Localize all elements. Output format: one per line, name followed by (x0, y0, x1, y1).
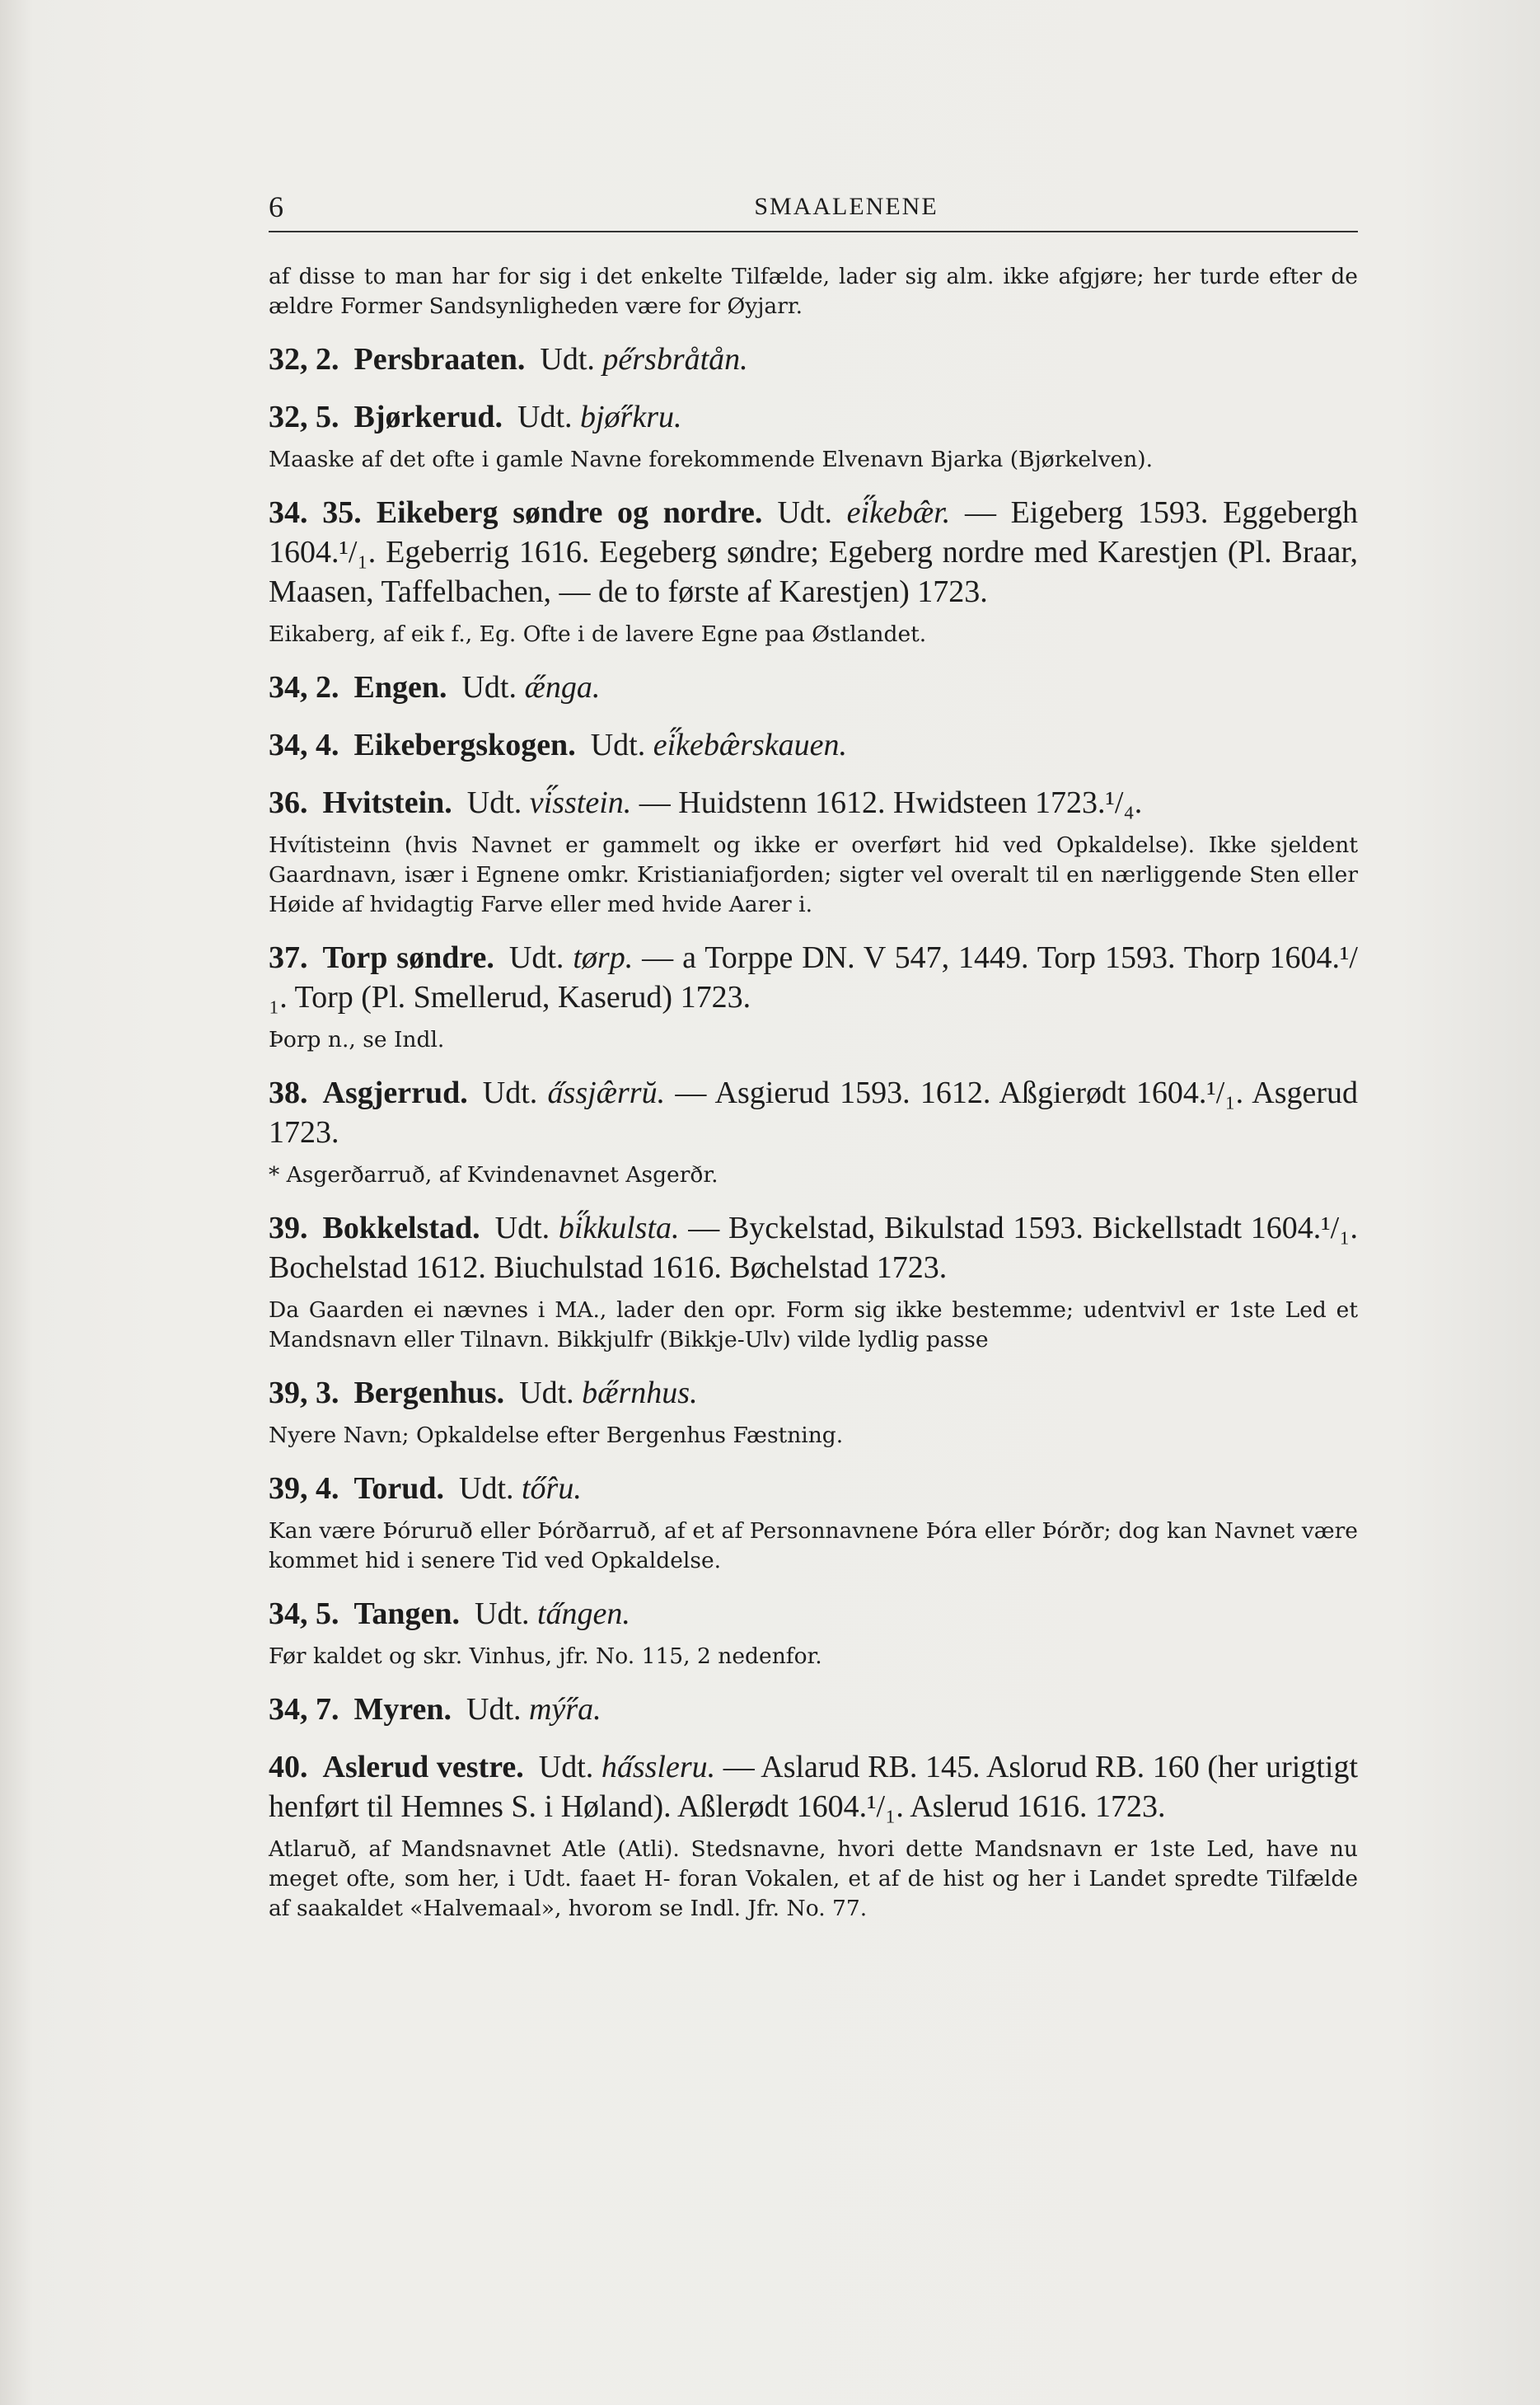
place-entry (269, 783, 1358, 920)
entry-number: 39, 4. (269, 1471, 339, 1506)
entry-heading (269, 1208, 1358, 1287)
entry-number: 37. (269, 940, 308, 975)
entry-name: Bjørkerud. (353, 400, 503, 434)
entry-number: 39, 3. (269, 1376, 339, 1410)
udt-label: Udt. (466, 785, 522, 820)
entry-number: 36. (269, 785, 308, 820)
entry-pronunciation: ta̋ngen. (537, 1596, 630, 1631)
entry-name: Torud. (353, 1471, 444, 1506)
entry-heading (269, 1690, 1358, 1729)
udt-label: Udt. (508, 940, 564, 975)
udt-label: Udt. (461, 670, 517, 705)
intro-paragraph: af disse to man har for sig i det enkelte Tilfælde, lader sig alm. ikke afgjøre; her turde efter de ældre Former Sandsynligheden være for Øyjarr. (269, 264, 1358, 319)
entry-name: Hvitstein. (322, 785, 452, 820)
udt-label: Udt. (590, 728, 646, 762)
entry-pronunciation: vi̋sstein. (529, 785, 632, 820)
entry-pronunciation: tørp. (573, 940, 634, 975)
udt-label: Udt. (466, 1692, 522, 1727)
place-entry (269, 668, 1358, 707)
place-entry (269, 340, 1358, 379)
entry-number: 34, 5. (269, 1596, 339, 1631)
entry-name: Engen. (353, 670, 447, 705)
entry-note: Da Gaarden ei nævnes i MA., lader den opr. Form sig ikke bestemme; udentvivl er 1ste Led et Mandsnavn eller Tilnavn. Bikkjulfr (Bikkje-Ulv) vilde lydlig passe (269, 1297, 1358, 1353)
entry-number: 32, 2. (269, 342, 339, 377)
entry-note: Nyere Navn; Opkaldelse efter Bergenhus Fæstning. (269, 1423, 844, 1448)
entry-number: 34, 2. (269, 670, 339, 705)
entry-number: 40. (269, 1750, 308, 1784)
place-entry (269, 1073, 1358, 1190)
entry-note: Hvítisteinn (hvis Navnet er gammelt og ikke er overført hid ved Opkaldelse). Ikke sjeldent Gaardnavn, især i Egnene omkr. Kristianiafjorden; sigter vel overalt til en nærliggende Sten eller Høide af hvidagtig Farve eller med hvide Aarer i. (269, 832, 1358, 917)
udt-label: Udt. (494, 1211, 550, 1245)
page-number: 6 (269, 190, 283, 223)
entry-name: Torp søndre. (322, 940, 494, 975)
entry-pronunciation: tő̂ru. (522, 1471, 582, 1506)
entry-pronunciation: ei̋kebæ̂r. (846, 495, 951, 530)
entry-name: Myren. (353, 1692, 452, 1727)
entry-historical-forms: — Byckelstad, Bikulstad 1593. Bickellstadt 1604.¹/₁. Bochelstad 1612. Biuchulstad 1616. Bøchelstad 1723. (269, 1211, 1358, 1285)
entry-heading (269, 668, 1358, 707)
entry-name: Bokkelstad. (322, 1211, 480, 1245)
running-head (269, 190, 1358, 232)
entry-pronunciation: a̋ssjæ̂rrŭ. (547, 1076, 666, 1110)
place-entry (269, 397, 1358, 475)
entry-name: Bergenhus. (353, 1376, 505, 1410)
udt-label: Udt. (540, 342, 595, 377)
entry-pronunciation: ha̋ssleru. (601, 1750, 716, 1784)
entry-heading (269, 938, 1358, 1017)
entry-number: 34, 7. (269, 1692, 339, 1727)
udt-label: Udt. (517, 400, 573, 434)
entry-name: Eikebergskogen. (353, 728, 576, 762)
udt-label: Udt. (777, 495, 832, 530)
entry-name: Asgjerrud. (322, 1076, 468, 1110)
entry-note: Þorp n., se Indl. (269, 1027, 445, 1052)
place-entry (269, 1594, 1358, 1671)
entry-heading (269, 1469, 1358, 1508)
entry-historical-forms: — Asgierud 1593. 1612. Aßgierødt 1604.¹/₁. Asgerud 1723. (269, 1076, 1358, 1150)
entry-note: Maaske af det ofte i gamle Navne forekommende Elvenavn Bjarka (Bjørkelven). (269, 447, 1154, 472)
entry-pronunciation: ei̋kebæ̂rskauen. (653, 728, 848, 762)
place-entry (269, 1208, 1358, 1355)
entry-note: Atlaruð, af Mandsnavnet Atle (Atli). Stedsnavne, hvori dette Mandsnavn er 1ste Led, have nu meget ofte, som her, i Udt. faaet H- foran Vokalen, et af de hist og her i Landet spredte Tilfælde af saakaldet «Halvemaal», hvorom se Indl. Jfr. No. 77. (269, 1836, 1358, 1921)
entry-historical-forms: — Aslarud RB. 145. Aslorud RB. 160 (her urigtigt henført til Hemnes S. i Høland). Aßlerødt 1604.¹/₁. Aslerud 1616. 1723. (269, 1750, 1359, 1824)
entry-heading (269, 783, 1358, 823)
udt-label: Udt. (459, 1471, 514, 1506)
entry-name: Eikeberg søndre og nordre. (376, 495, 763, 530)
udt-label: Udt. (475, 1596, 530, 1631)
udt-label: Udt. (519, 1376, 574, 1410)
entry-heading (269, 725, 1358, 765)
entry-number: 39. (269, 1211, 308, 1245)
place-entry (269, 1469, 1358, 1576)
entry-historical-forms: — Eigeberg 1593. Eggebergh 1604.¹/₁. Egeberrig 1616. Eegeberg søndre; Egeberg nordre med Karestjen (Pl. Braar, Maasen, Taffelbachen, — de to første af Karestjen) 1723. (269, 495, 1358, 609)
entry-number: 38. (269, 1076, 308, 1110)
entry-pronunciation: pe̋rsbråtån. (602, 342, 748, 377)
entry-list (269, 340, 1358, 1924)
entry-note: Eikaberg, af eik f., Eg. Ofte i de lavere Egne paa Østlandet. (269, 621, 927, 647)
entry-pronunciation: bæ̋rnhus. (582, 1376, 698, 1410)
place-entry (269, 493, 1358, 649)
entry-note: Før kaldet og skr. Vinhus, jfr. No. 115, 2 nedenfor. (269, 1643, 822, 1669)
place-entry (269, 1690, 1358, 1729)
place-entry (269, 1747, 1358, 1924)
entry-heading (269, 493, 1358, 612)
place-entry (269, 1373, 1358, 1451)
entry-name: Tangen. (353, 1596, 460, 1631)
entry-note: * Asgerðarruð, af Kvindenavnet Asgerðr. (269, 1162, 719, 1188)
place-entry (269, 938, 1358, 1055)
entry-historical-forms: — Huidstenn 1612. Hwidsteen 1723.¹/₄. (631, 785, 1143, 820)
udt-label: Udt. (538, 1750, 594, 1784)
page-content (269, 190, 1358, 1924)
entry-heading (269, 340, 1358, 379)
entry-historical-forms: — a Torppe DN. V 547, 1449. Torp 1593. Thorp 1604.¹/₁. Torp (Pl. Smellerud, Kaserud) 1723. (269, 940, 1358, 1015)
entry-heading (269, 397, 1358, 437)
entry-number: 34. 35. (269, 495, 362, 530)
entry-name: Aslerud vestre. (322, 1750, 524, 1784)
entry-heading (269, 1594, 1358, 1634)
entry-name: Persbraaten. (353, 342, 526, 377)
entry-pronunciation: bi̋kkulsta. (558, 1211, 680, 1245)
entry-pronunciation: æ̋nga. (524, 670, 601, 705)
entry-heading (269, 1073, 1358, 1152)
entry-heading (269, 1373, 1358, 1413)
entry-number: 32, 5. (269, 400, 339, 434)
entry-pronunciation: mý̋ra. (529, 1692, 601, 1727)
entry-number: 34, 4. (269, 728, 339, 762)
entry-heading (269, 1747, 1358, 1826)
udt-label: Udt. (482, 1076, 538, 1110)
place-entry (269, 725, 1358, 765)
entry-note: Kan være Þóruruð eller Þórðarruð, af et af Personnavnene Þóra eller Þórðr; dog kan Navnet være kommet hid i senere Tid ved Opkaldelse. (269, 1518, 1358, 1573)
entry-pronunciation: bjø̋rkru. (580, 400, 682, 434)
running-title: SMAALENENE (754, 193, 939, 220)
